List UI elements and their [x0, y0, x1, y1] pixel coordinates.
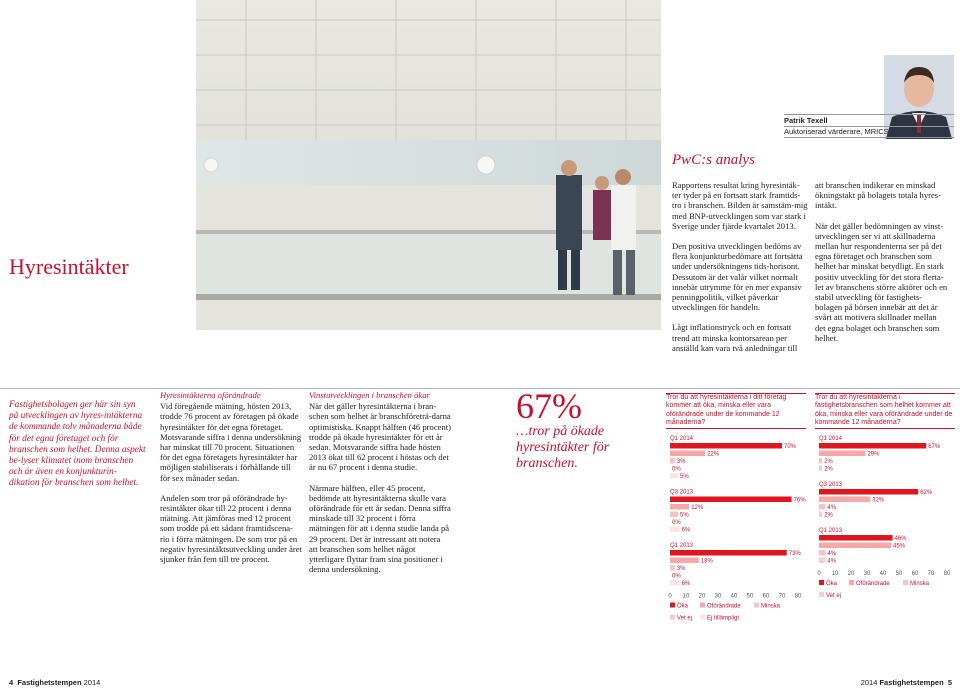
bar	[670, 565, 675, 571]
x-tick-label: 10	[831, 571, 839, 578]
bar-value-label: 62%	[920, 490, 933, 497]
legend-swatch	[819, 580, 824, 585]
group-label: Q1 2013	[670, 543, 694, 550]
bar-value-label: 45%	[893, 543, 906, 550]
bar-value-label: 2%	[824, 459, 833, 466]
bar-value-label: 0%	[672, 573, 681, 580]
x-tick-label: 50	[746, 593, 754, 600]
legend-label: Öka	[826, 581, 838, 588]
x-tick-label: 80	[794, 593, 802, 600]
section-title: Hyresintäkter	[9, 254, 129, 279]
bar	[670, 497, 792, 503]
bar	[670, 527, 680, 533]
x-tick-label: 10	[682, 593, 690, 600]
legend-swatch	[700, 603, 705, 608]
bar-value-label: 32%	[872, 497, 885, 504]
x-tick-label: 70	[778, 593, 786, 600]
bar-value-label: 3%	[676, 566, 686, 573]
legend-swatch	[849, 580, 854, 585]
x-tick-label: 0	[817, 571, 821, 578]
x-tick-label: 60	[762, 593, 770, 600]
group-label: Q1 2014	[819, 436, 843, 443]
analysis-paragraph: När det gäller bedömningen av vinst-utvecklingen ser vi att skillnaderna mellan hur respondenterna ser på det egna företaget och branschen som helhet har minskat betydligt. En stark positiv utveckling för det stora flerta-let av branschens större aktörer och en stabil utveckling för fastighets-bolagen på börsen innebär att det är svårt att motivera skillnader mellan det egna bolaget och branschen som helhet.	[815, 220, 948, 343]
column-heading: Vinstutvecklingen i branschen ökar	[309, 390, 430, 400]
body-paragraph: Närmare hälften, eller 45 procent, bedömde att hyresintäkterna skulle vara oförändrade för ett år sedan. Denna siffra minskade till 32 procent i förra mätningen för att i denna studie landa på 29 procent. Det är intressant att notera att branschen som helhet något ytterligare flyttar fram sina positioner i denna undersökning.	[309, 482, 451, 575]
chart-1-title: Tror du att hyresintäkterna i ditt företag kommer att öka, minska eller vara oförändrade under de kommande 12 månaderna?	[666, 394, 787, 426]
bar-value-label: 22%	[707, 451, 720, 458]
analysis-paragraph: att branschen indikerar en minskad ökningstakt på bolagets totala hyres-intäkt.	[815, 180, 942, 211]
body-paragraph: När det gäller hyresintäkterna i bran-schen som helhet är branschföreträ-darna optimistiska. Knappt hälften (46 procent) trodde på ökade hyresintäkter för ett år sedan. Motsvarande siffra hade hösten 2013 ökat till 62 procent i höstas och det är nu 67 procent i denna studie.	[309, 401, 452, 473]
analysis-column-2	[815, 180, 949, 353]
x-tick-label: 30	[863, 571, 871, 578]
bar-value-label: 0%	[672, 520, 681, 527]
legend-label: Minska	[910, 581, 930, 588]
page-number: 5	[947, 678, 952, 687]
legend-label: Vet ej	[826, 593, 842, 600]
author-caption	[784, 114, 954, 138]
chart-2-title: Tror du att hyresintäkterna i fastighetsbranschen som helhet kommer att öka, minska eller vara oförändrade under de kommande 12 månaderna?	[815, 394, 953, 426]
bar-value-label: 73%	[788, 551, 801, 558]
bar	[819, 558, 825, 564]
group-label: Q1 2014	[670, 436, 694, 443]
publication-year: 2014	[83, 678, 101, 687]
bar	[819, 543, 891, 549]
callout-text: …tror på ökade hyresintäkter för branschen.	[516, 424, 610, 471]
legend-swatch	[819, 592, 824, 597]
bar	[819, 497, 870, 503]
bar	[819, 489, 918, 495]
x-tick-label: 60	[911, 571, 919, 578]
bar	[670, 458, 675, 464]
legend-swatch	[754, 603, 759, 608]
x-tick-label: 20	[698, 593, 706, 600]
analysis-heading: PwC:s analys	[672, 152, 755, 168]
bar-value-label: 46%	[894, 536, 907, 543]
x-tick-label: 50	[895, 571, 903, 578]
body-paragraph: Vid föregående mätning, hösten 2013, trodde 76 procent av företagen på ökade hyresintäkter för det egna företaget. Motsvarande siffra i denna undersökning har minskat till 70 procent. Situationen för det egna företagets hyresintäkter har möjligen stabiliserats i förhållande till för sex månader sedan.	[160, 401, 302, 483]
chart-1-plot	[666, 429, 806, 644]
callout-number: 67%	[516, 386, 582, 426]
legend-label: Oförändrade	[856, 581, 890, 588]
x-tick-label: 30	[714, 593, 722, 600]
legend-label: Vet ej	[677, 615, 693, 622]
bar-value-label: 29%	[867, 451, 880, 458]
bar-value-label: 2%	[824, 466, 833, 473]
bar-value-label: 18%	[700, 558, 713, 565]
bar-value-label: 0%	[672, 466, 681, 473]
bar	[819, 512, 822, 518]
page-number: 4	[9, 678, 14, 687]
x-tick-label: 80	[943, 571, 951, 578]
bar	[819, 466, 822, 472]
analysis-paragraph: Lågt inflationstryck och en fortsatt trend att minska kontorsarean per anställd kan vara två anledningar till	[672, 322, 798, 353]
bar-value-label: 70%	[784, 444, 797, 451]
x-tick-label: 20	[847, 571, 855, 578]
legend-label: Minska	[761, 603, 781, 610]
group-label: Q3 2013	[819, 482, 843, 489]
legend-swatch	[700, 615, 705, 620]
legend-swatch	[903, 580, 908, 585]
bar	[670, 451, 705, 457]
legend-swatch	[670, 615, 675, 620]
column-heading: Hyresintäkterna oförändrade	[160, 390, 261, 400]
office-photo	[196, 0, 661, 330]
bar	[819, 504, 825, 510]
bar	[670, 550, 787, 556]
bar	[819, 535, 893, 541]
section-divider	[0, 388, 960, 389]
publication-year: 2014	[860, 678, 878, 687]
bar-value-label: 6%	[681, 581, 691, 588]
bar	[670, 443, 782, 449]
bar	[670, 512, 678, 518]
bar-value-label: 12%	[691, 505, 704, 512]
legend-label: Öka	[677, 603, 689, 610]
x-tick-label: 0	[668, 593, 672, 600]
legend-label: Ej tillämpligt	[707, 615, 740, 622]
author-name: Patrik Texell	[784, 116, 828, 125]
bar-value-label: 5%	[680, 512, 689, 519]
analysis-paragraph: Rapportens resultat kring hyresintäk-ter tyder på en fortsatt stark framtids-tro i branschen. Bilden är samstäm-mig med BNP-utvecklingen som var stark i Sverige under fjärde kvartalet 2013.	[672, 180, 808, 231]
bar	[670, 580, 680, 586]
text-column-b	[309, 390, 451, 584]
bar-value-label: 4%	[827, 558, 837, 565]
body-paragraph: Andelen som tror på oförändrade hy-resintäkter ökar till 22 procent i denna mätning. Att jämföras med 12 procent som trodde på ett sådant framtidscena-rio i förra mätningen. De som tror på en negativ hyresintäktsutveckling under året sjunker från fem till tre procent.	[160, 492, 302, 565]
x-tick-label: 40	[730, 593, 738, 600]
chart-1	[666, 393, 806, 649]
analysis-column-1	[672, 180, 808, 363]
bar-value-label: 3%	[676, 459, 686, 466]
bar	[670, 473, 678, 479]
bar	[670, 558, 699, 564]
bar	[670, 504, 689, 510]
bar	[819, 443, 926, 449]
group-label: Q1 2013	[819, 528, 843, 535]
text-column-a	[160, 390, 302, 574]
footer-right	[861, 678, 952, 687]
x-tick-label: 70	[927, 571, 935, 578]
office-illustration	[196, 0, 661, 330]
chart-2	[815, 393, 955, 649]
bar-value-label: 4%	[827, 551, 837, 558]
bar	[819, 550, 825, 556]
bar	[819, 451, 865, 457]
x-tick-label: 40	[879, 571, 887, 578]
analysis-paragraph: Den positiva utvecklingen bedöms av flera konjunkturbedömare att fortsätta under undersökningens tids-horisont. Dessutom är det valår vilket normalt innebär utrymme för en mer expansiv penningpolitik, vilket påverkar utvecklingen för handeln.	[672, 241, 803, 313]
group-label: Q3 2013	[670, 489, 694, 496]
bar-value-label: 76%	[793, 497, 806, 504]
bar	[819, 458, 822, 464]
bar-value-label: 5%	[680, 474, 689, 481]
bar-value-label: 4%	[827, 505, 837, 512]
legend-swatch	[670, 603, 675, 608]
intro-text: Fastighetsbolagen ger här sin syn på utvecklingen av hyres-intäkterna de kommande tolv månaderna både för det egna företaget och för branschen som helhet. Denna aspekt be-lyser klimatet inom branschen och är även en konjunkturin-dikation för branschen som helhet.	[9, 400, 146, 489]
publication-name: Fastighetstempen	[879, 678, 944, 687]
bar-value-label: 2%	[824, 512, 833, 519]
bar-value-label: 67%	[928, 444, 941, 451]
author-title: Auktoriserad värderare, MRICS	[784, 127, 889, 136]
footer-left	[9, 678, 100, 687]
bar-value-label: 6%	[681, 527, 691, 534]
legend-label: Oförändrade	[707, 603, 741, 610]
chart-2-plot	[815, 429, 955, 644]
publication-name: Fastighetstempen	[17, 678, 82, 687]
